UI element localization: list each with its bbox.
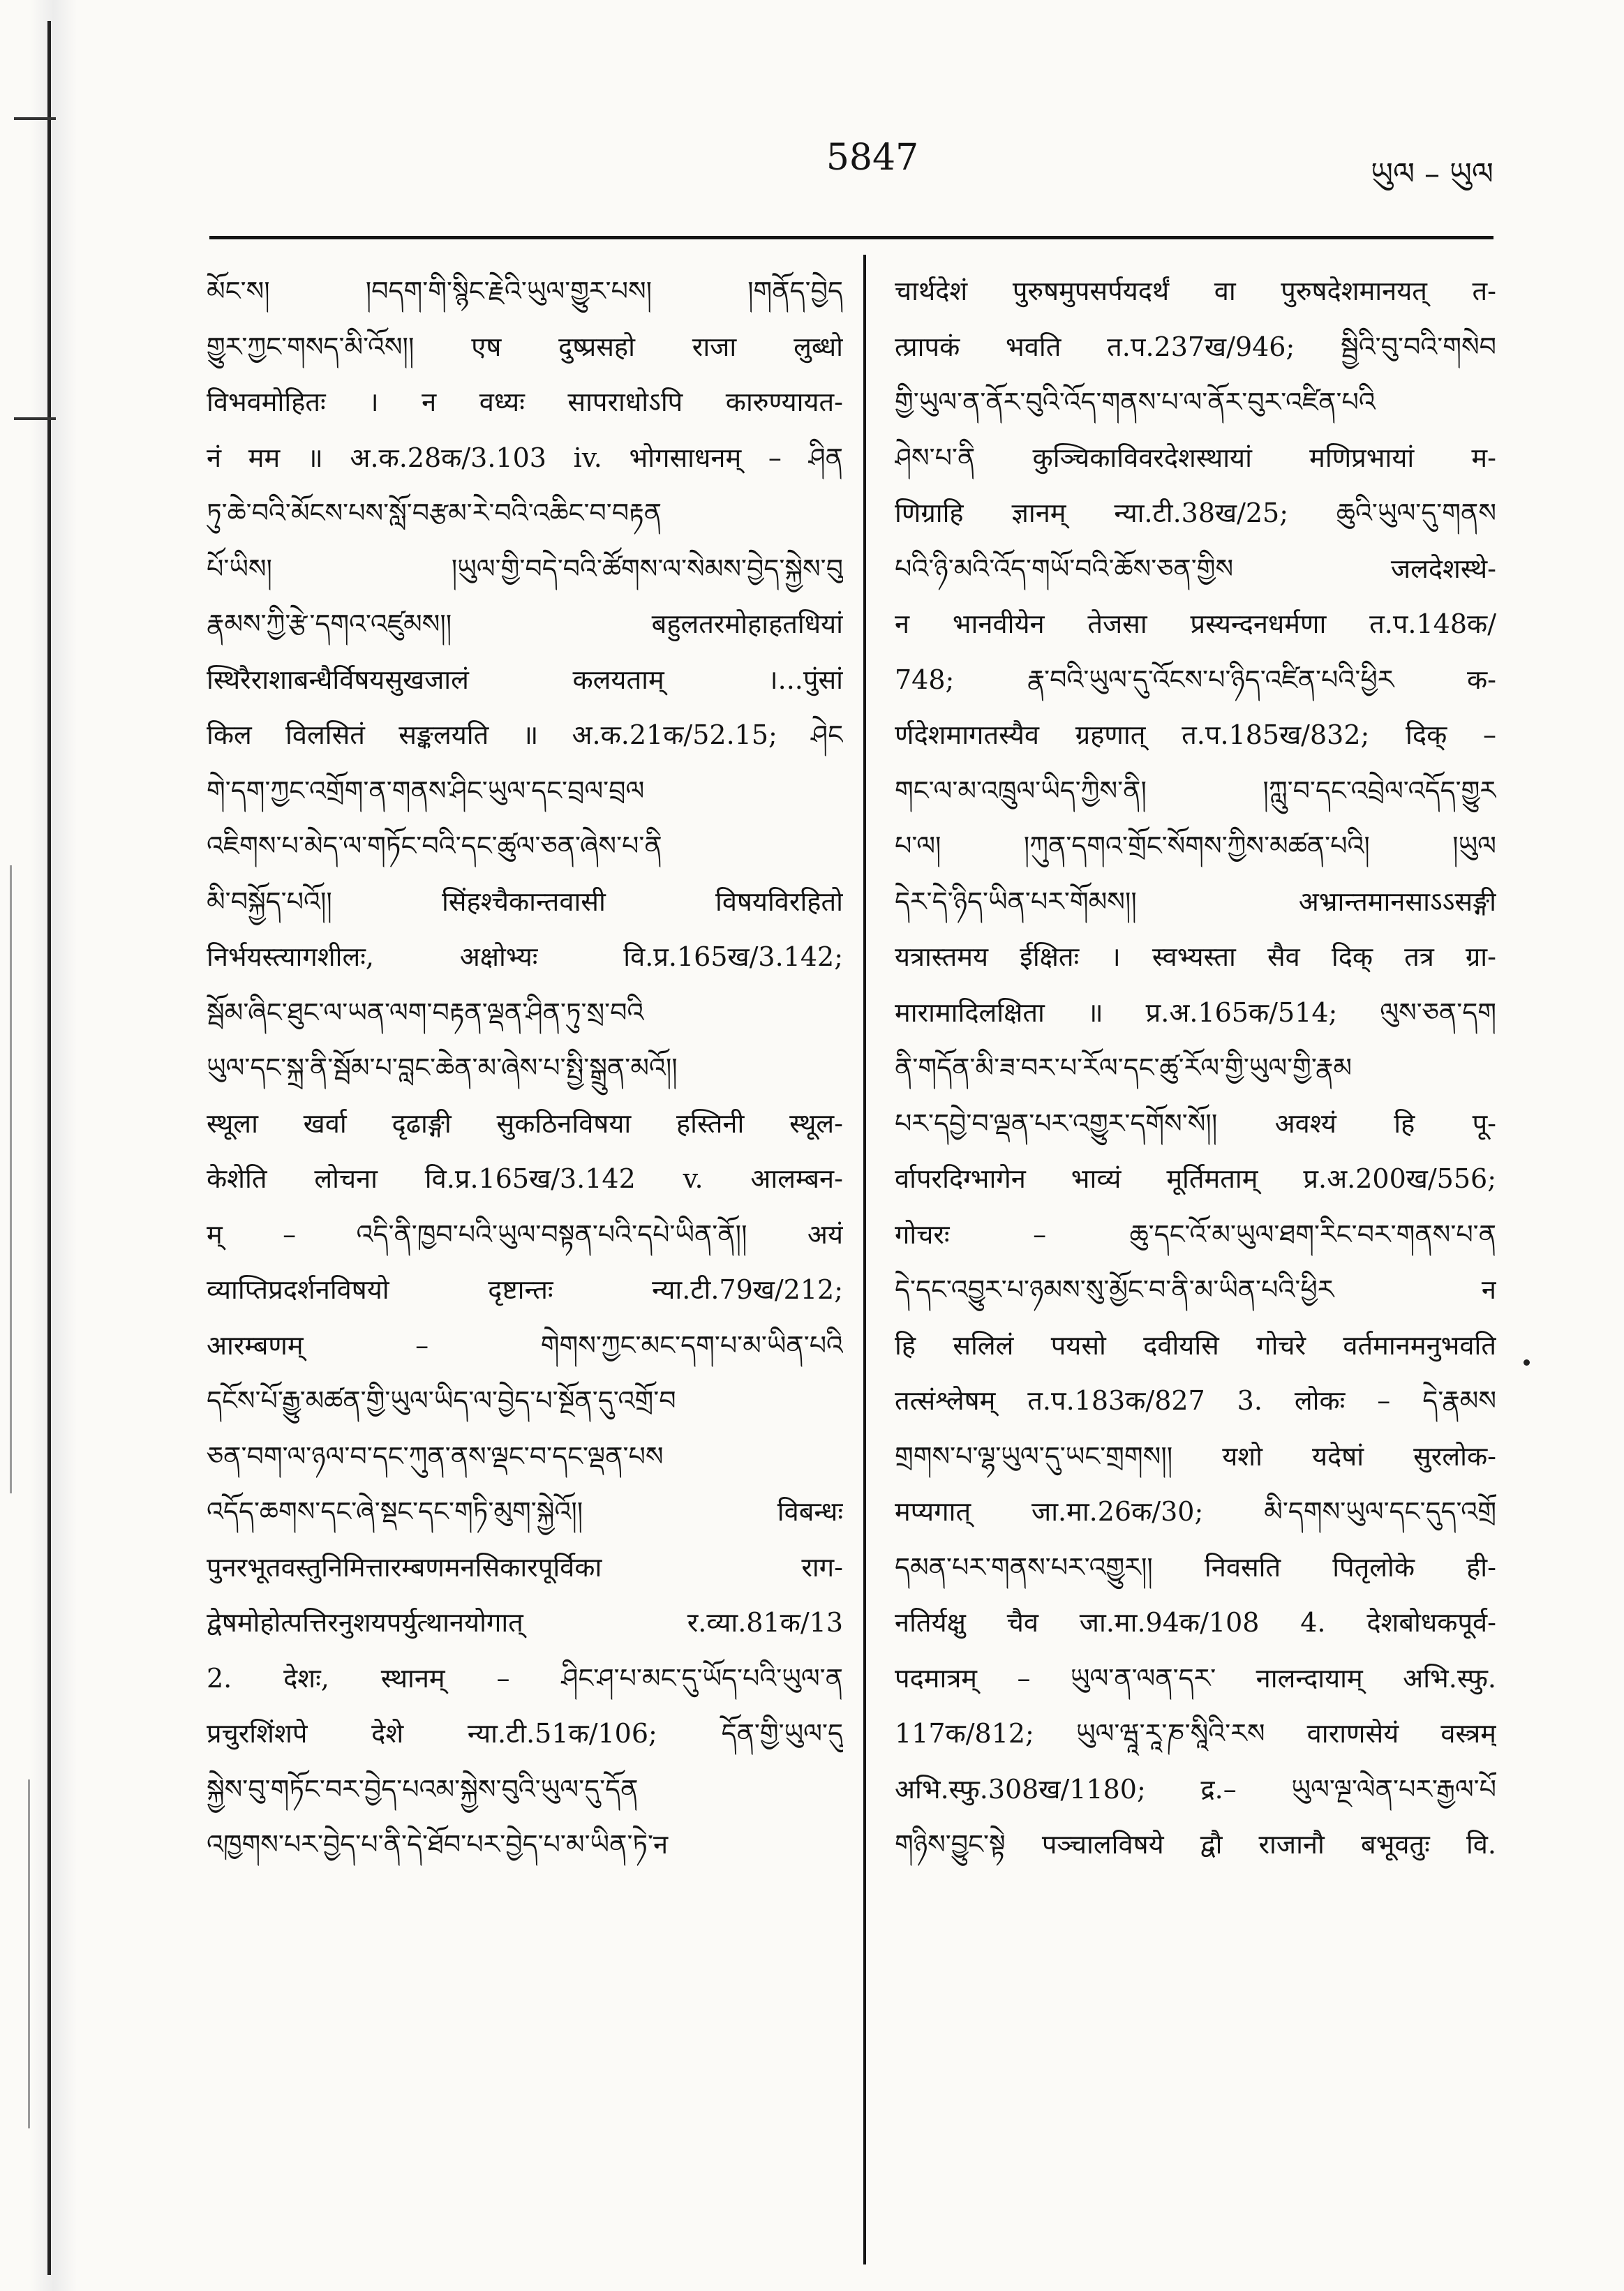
text-line: ཡུལ་དང་སྐྲ་ནི་སྦོམ་པ་བླང་ཆེན་མ་ཞེས་པ་སྤྱི་སྒྲུན་མའོ།།: [207, 1052, 678, 1083]
text-line: ཤེས་པ་ནི कुञ्चिकाविवरदेशस्थायां मणिप्रभायां म-: [895, 442, 1496, 473]
scan-edge-line: [47, 21, 51, 2275]
text-line: अभि.स्फु.308ख/1180; द्र.– ཡུལ་ལྔ་ལེན་པར་རྒྱལ་པོ: [895, 1773, 1496, 1805]
text-line: आरम्बणम् – གེགས་ཀྱང་མང་དག་པ་མ་ཡིན་པའི: [207, 1329, 843, 1361]
text-line: स्थिरैराशाबन्धैर्विषयसुखजालं कलयताम् ।...पुंसां: [207, 664, 843, 695]
text-line: विभवमोहितः । न वध्यः सापराधोऽपि कारुण्यायत-: [207, 387, 843, 417]
text-line: गोचरः – ཆུ་དང་འོ་མ་ཡུལ་ཐག་རིང་བར་གནས་པ་ན: [895, 1218, 1496, 1250]
text-line: ཏུ་ཆེ་བའི་མོངས་པས་སློ་བརྩམ་རེ་བའི་འཆིང་བ་བརྟན: [207, 498, 662, 528]
text-line: हि सलिलं पयसो दवीयसि गोचरे वर्तमानमनुभवति: [895, 1329, 1496, 1361]
text-line: णिग्राहि ज्ञानम् न्या.टी.38ख/25; ཆུའི་ཡུལ་དུ་གནས: [895, 498, 1496, 528]
text-line: नं मम ॥ अ.क.28क/3.103 iv. भोगसाधनम् – ཤིན: [207, 442, 843, 473]
text-line: न भानवीयेन तेजसा प्रस्यन्दनधर्मणा त.प.148क/: [895, 609, 1496, 639]
text-line: པར་དབྱེ་བ་ལྡན་པར་འགྱུར་དགོས་སོ།། अवश्यं हि पू-: [895, 1107, 1496, 1139]
text-line: གྱུར་ཀྱང་གསད་མི་འོས།། एष दुष्प्रसहो राजा लुब्धो: [207, 331, 843, 362]
right-column: [895, 264, 1496, 1873]
text-line: पुनरभूतवस्तुनिमित्तारम्बणमनसिकारपूर्विका राग-: [207, 1551, 843, 1583]
text-line: མོང་ས། །བདག་གི་སྙིང་རྗེའི་ཡུལ་གྱུར་པས། །གནོད་བྱེད: [207, 276, 843, 306]
text-line: པོ་ཡིས། །ཡུལ་གྱི་བདེ་བའི་ཚོགས་ལ་སེམས་བྱེད་སྐྱེས་བུ: [207, 553, 843, 584]
text-line: འདོད་ཆགས་དང་ཞེ་སྡང་དང་གཏི་མུག་སྐྱེའོ།། विबन्धः: [207, 1496, 843, 1527]
text-line: केशेति लोचना वि.प्र.165ख/3.142 v. आलम्बन-: [207, 1163, 843, 1194]
text-line: ཅན་བག་ལ་ཉལ་བ་དང་ཀུན་ནས་ལྡང་བ་དང་ལྡན་པས: [207, 1440, 664, 1472]
text-line: ནི་གདོན་མི་ཟ་བར་པ་རོལ་དང་ཚུ་རོལ་གྱི་ཡུལ་གྱི་རྣམ: [895, 1052, 1353, 1083]
text-line: མི་བསྐྱོད་པའོ།། सिंहश्चैकान्तवासी विषयविरहितो: [207, 886, 843, 917]
running-head: ཡུལ – ཡུལ: [1371, 156, 1493, 192]
text-line: དངོས་པོ་རྒྱུ་མཚན་གྱི་ཡུལ་ཡིད་ལ་བྱེད་པ་སྔོན་དུ་འགྲོ་བ: [207, 1385, 676, 1416]
text-line: र्वापरदिग्भागेन भाव्यं मूर्तिमताम् प्र.अ.200ख/556;: [895, 1163, 1496, 1194]
text-line: नतिर्यक्षु चैव जा.मा.94क/108 4. देशबोधकपूर्व-: [895, 1607, 1496, 1638]
text-line: གཉིས་བྱུང་སྟེ पञ्चालविषये द्वौ राजानौ बभूवतुः वि.: [895, 1829, 1496, 1860]
text-line: किल विलसितं सङ्कलयति ॥ अ.क.21क/52.15; ཤེང: [207, 719, 843, 750]
text-line: གེ་དག་ཀྱང་འགྲོག་ན་གནས་ཤིང་ཡུལ་དང་བྲལ་བྲལ: [207, 775, 645, 806]
text-line: གྲགས་པ་ལྷ་ཡུལ་དུ་ཡང་གྲགས།། यशो यदेषां सुरलोक-: [895, 1440, 1496, 1472]
header-rule: [209, 236, 1493, 239]
text-line: र्णदेशमागतस्यैव ग्रहणात् त.प.185ख/832; दिक् –: [895, 719, 1496, 750]
text-line: གང་ལ་མ་འཁྲུལ་ཡིད་ཀྱིས་ནི། །ཀླུ་བ་དང་འབྲེལ་འདོད་གྱུར: [895, 775, 1496, 806]
scan-mark: [14, 117, 56, 120]
scan-noise: [28, 1779, 30, 2128]
text-line: རྣམས་ཀྱི་རྩེ་དགའ་འཛུམས།། बहुलतरमोहाहतधियां: [207, 609, 843, 639]
page-number: 5847: [826, 137, 919, 179]
text-line: प्रचुरशिंशपे देशे न्या.टी.51क/106; དོན་གྱི་ཡུལ་དུ: [207, 1718, 843, 1749]
text-line: དམན་པར་གནས་པར་འགྱུར།། निवसति पितृलोके ही-: [895, 1551, 1496, 1583]
text-line: म् – འདི་ནི་ཁྱབ་པའི་ཡུལ་བསྟན་པའི་དཔེ་ཡིན་ནོ།། अयं: [207, 1218, 843, 1250]
text-line: དེ་དང་འབྱུར་པ་ཉམས་སུ་མྱོང་བ་ནི་མ་ཡིན་པའི་ཕྱིར न: [895, 1274, 1496, 1305]
text-line: स्थूला खर्वा दृढाङ्गी सुकठिनविषया हस्तिनी स्थूल-: [207, 1107, 843, 1139]
text-line: व्याप्तिप्रदर्शनविषयो दृष्टान्तः न्या.टी.79ख/212;: [207, 1274, 843, 1305]
text-line: त्प्रापकं भवति त.प.237ख/946; སྦྱིའི་བུ་བའི་གསེབ: [895, 331, 1496, 362]
scan-noise: [10, 865, 12, 1493]
text-line: གྱི་ཡུལ་ན་ནོར་བུའི་འོད་གནས་པ་ལ་ནོར་བུར་འཛིན་པའི: [895, 387, 1376, 417]
text-line: 2. देशः, स्थानम् – ཤིང་ཤ་པ་མང་དུ་ཡོད་པའི་ཡུལ་ན: [207, 1662, 843, 1694]
text-line: པ་ལ། །ཀུན་དགའ་གྲོང་སོགས་ཀྱིས་མཚན་པའི། །ཡུལ: [895, 830, 1496, 861]
scan-dot: [1524, 1359, 1530, 1366]
text-line: द्वेषमोहोत्पत्तिरनुशयपर्युत्थानयोगात् र.व्या.81क/13: [207, 1607, 843, 1638]
text-line: འཇིགས་པ་མེད་ལ་གཏོང་བའི་དང་ཚུལ་ཅན་ཞེས་པ་ནི: [207, 830, 662, 861]
text-line: སྦོམ་ཞིང་ཐུང་ལ་ཡན་ལག་བརྟན་ལྡན་ཤིན་ཏུ་སྲ་བའི: [207, 997, 644, 1028]
text-line: 748; རྣ་བའི་ཡུལ་དུ་འོངས་པ་ཉིད་འཛིན་པའི་ཕྱིར क-: [895, 664, 1496, 695]
text-line: निर्भयस्त्यागशीलः, अक्षोभ्यः वि.प्र.165ख/3.142;: [207, 941, 843, 972]
text-line: འཁྱགས་པར་བྱེད་པ་ནི་དེ་ཐོབ་པར་བྱེད་པ་མ་ཡིན་ཏེ་न: [207, 1829, 669, 1860]
text-line: तत्संश्लेषम् त.प.183क/827 3. लोकः – དེ་རྣམས: [895, 1385, 1496, 1416]
text-line: मारामादिलक्षिता ॥ प्र.अ.165क/514; ལུས་ཅན་དག: [895, 997, 1496, 1028]
text-line: पदमात्रम् – ཡུལ་ན་ལན་དར་ नालन्दायाम् अभि.स्फु.: [895, 1662, 1496, 1694]
text-line: སྐྱེས་བུ་གཏོང་བར་བྱེད་པའམ་སྐྱེས་བུའི་ཡུལ་དུ་དོན: [207, 1773, 639, 1805]
text-line: དེར་དེ་ཉིད་ཡིན་པར་གོམས།། अभ्रान्तमानसाऽऽसङ्गी: [895, 886, 1496, 917]
column-divider: [863, 255, 866, 2264]
text-line: यत्रास्तमय ईक्षितः । स्वभ्यस्ता सैव दिक् तत्र ग्रा-: [895, 941, 1496, 972]
left-column: [207, 264, 843, 1873]
text-line: मप्यगात् जा.मा.26क/30; མི་དགས་ཡུལ་དང་དུད་འགྲོ: [895, 1496, 1496, 1527]
text-line: པའི་ཉི་མའི་འོད་གཡོ་བའི་ཆོས་ཅན་གྱིས जलदेशस्थे-: [895, 553, 1496, 584]
text-line: चार्थदेशं पुरुषमुपसर्पयदर्थं वा पुरुषदेशमानयत् त-: [895, 276, 1496, 306]
scan-mark: [14, 417, 56, 420]
text-line: 117क/812; ཡུལ་ཝཱ་རཱ་ཎ་སཱིའི་རས वाराणसेयं वस्त्रम्: [895, 1718, 1496, 1749]
